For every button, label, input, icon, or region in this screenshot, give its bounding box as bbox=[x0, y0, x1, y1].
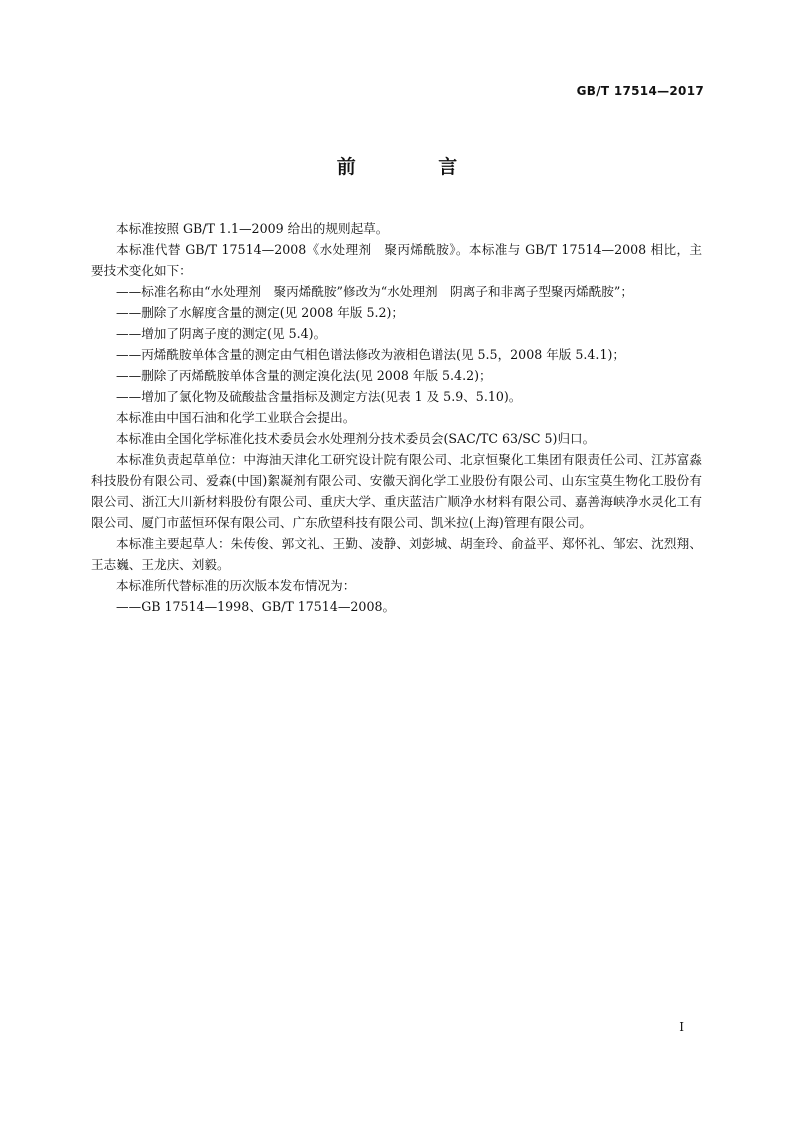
paragraph-drafting-rules: 本标准按照 GB/T 1.1—2009 给出的规则起草。 bbox=[116, 221, 389, 236]
page-number: I bbox=[679, 1020, 684, 1034]
paragraph-history-intro: 本标准所代替标准的历次版本发布情况为： bbox=[116, 578, 356, 593]
list-item: ——标准名称由“水处理剂 聚丙烯酰胺”修改为“水处理剂 阴离子和非离子型聚丙烯酰胺”； bbox=[116, 284, 633, 299]
foreword-body bbox=[91, 218, 702, 617]
paragraph-drafters: 本标准主要起草人：朱传俊、郭文礼、王勤、凌静、刘彭城、胡奎玲、俞益平、郑怀礼、邹宏、沈烈翔、王志巍、王龙庆、刘毅。 bbox=[91, 536, 702, 572]
list-item: ——删除了丙烯酰胺单体含量的测定溴化法(见 2008 年版 5.4.2)； bbox=[116, 368, 492, 383]
list-item: ——丙烯酰胺单体含量的测定由气相色谱法修改为液相色谱法(见 5.5，2008 年版 5.4.1)； bbox=[116, 347, 625, 362]
paragraph-proposed-by: 本标准由中国石油和化学工业联合会提出。 bbox=[116, 410, 356, 425]
paragraph-drafting-units: 本标准负责起草单位：中海油天津化工研究设计院有限公司、北京恒聚化工集团有限责任公司、江苏富淼科技股份有限公司、爱森(中国)絮凝剂有限公司、安徽天润化学工业股份有限公司、山东宝莫生物化工股份有限公司、浙江大川新材料股份有限公司、重庆大学、重庆蓝洁广顺净水材料有限公司、嘉善海峡净水灵化工有限公司、厦门市蓝恒环保有限公司、广东欣望科技有限公司、凯米拉(上海)管理有限公司。 bbox=[91, 452, 702, 530]
paragraph-replaces: 本标准代替 GB/T 17514—2008《水处理剂 聚丙烯酰胺》。本标准与 GB/T 17514—2008 相比，主要技术变化如下： bbox=[91, 242, 702, 278]
history-list bbox=[91, 596, 702, 617]
list-item: ——增加了氯化物及硫酸盐含量指标及测定方法(见表 1 及 5.9、5.10)。 bbox=[116, 389, 522, 404]
list-item: ——增加了阴离子度的测定(见 5.4)。 bbox=[116, 326, 327, 341]
changes-list bbox=[91, 281, 702, 407]
page-title: 前 言 bbox=[336, 156, 496, 178]
list-item: ——删除了水解度含量的测定(见 2008 年版 5.2)； bbox=[116, 305, 405, 320]
standard-code: GB/T 17514—2017 bbox=[576, 84, 704, 98]
list-item: ——GB 17514—1998、GB/T 17514—2008。 bbox=[116, 599, 396, 614]
paragraph-under-jurisdiction: 本标准由全国化学标准化技术委员会水处理剂分技术委员会(SAC/TC 63/SC 5)归口。 bbox=[116, 431, 596, 446]
